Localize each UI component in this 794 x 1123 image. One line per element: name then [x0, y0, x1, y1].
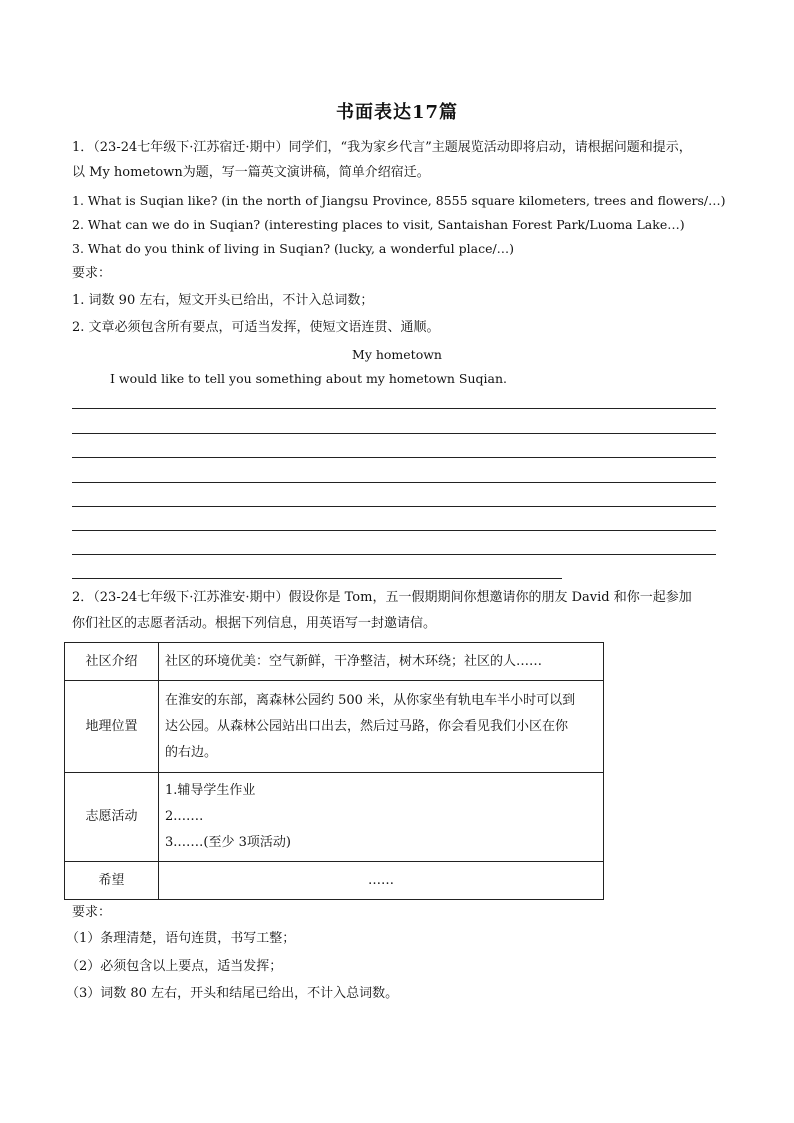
answer-line	[72, 408, 716, 409]
answer-line	[72, 530, 716, 531]
table-value-line: 的右边。	[165, 744, 218, 760]
info-table	[64, 642, 604, 900]
q2-intro-line2: 你们社区的志愿者活动。根据下列信息，用英语写一封邀请信。	[72, 616, 437, 631]
table-value	[159, 773, 604, 862]
answer-line	[72, 554, 716, 555]
q1-question-3: 3. What do you think of living in Suqian? (lucky, a wonderful place/…)	[72, 241, 515, 256]
table-row	[65, 681, 604, 773]
answer-line	[72, 506, 716, 507]
table-row	[65, 773, 604, 862]
q2-requirement-2: （2）必须包含以上要点，适当发挥；	[66, 959, 283, 974]
q2-requirement-3: （3）词数 80 左右，开头和结尾已给出，不计入总词数。	[66, 986, 399, 1001]
table-value-line: 3.……(至少 3项活动)	[165, 835, 291, 850]
table-key: 社区介绍	[65, 643, 159, 681]
table-row	[65, 862, 604, 900]
table-key: 地理位置	[65, 681, 159, 773]
table-value	[159, 681, 604, 773]
table-value	[159, 643, 604, 681]
q1-intro-line2: 以 My hometown为题，写一篇英文演讲稿，简单介绍宿迁。	[72, 165, 430, 180]
table-value-line: 社区的环境优美：空气新鲜，干净整洁，树木环绕；社区的人……	[165, 653, 543, 669]
table-value-line: ……	[368, 872, 394, 888]
q2-intro-line1: 2．（23-24七年级下·江苏淮安·期中）假设你是 Tom，五一假期期间你想邀请你的朋友 David 和你一起参加	[72, 590, 692, 605]
answer-line	[72, 457, 716, 458]
page-title: 书面表达17篇	[335, 102, 459, 123]
table-value-line: 1.辅导学生作业	[165, 783, 256, 798]
table-key: 志愿活动	[65, 773, 159, 862]
q1-question-1: 1. What is Suqian like? (in the north of Jiangsu Province, 8555 square kilometers, trees and flowers/…)	[72, 193, 726, 208]
q1-requirement-2: 2. 文章必须包含所有要点，可适当发挥，使短文语连贯、通顺。	[72, 320, 440, 335]
essay-title: My hometown	[352, 347, 442, 362]
answer-line	[72, 578, 562, 579]
q1-intro-line1: 1．（23-24七年级下·江苏宿迁·期中）同学们，“我为家乡代言”主题展览活动即将启动，请根据问题和提示，	[72, 140, 692, 155]
q2-requirements-label: 要求：	[72, 905, 112, 920]
table-key: 希望	[65, 862, 159, 900]
table-value	[159, 862, 604, 900]
q1-question-2: 2. What can we do in Suqian? (interesting places to visit, Santaishan Forest Park/Luoma Lake…)	[72, 217, 685, 232]
q2-requirement-1: （1）条理清楚，语句连贯，书写工整；	[66, 931, 296, 946]
answer-line	[72, 433, 716, 434]
table-row	[65, 643, 604, 681]
table-value-line: 达公园。从森林公园站出口出去，然后过马路，你会看见我们小区在你	[165, 718, 569, 734]
q1-requirements-label: 要求：	[72, 266, 112, 281]
essay-opening: I would like to tell you something about my hometown Suqian.	[110, 371, 508, 386]
table-value-line: 在淮安的东部，离森林公园约 500 米，从你家坐有轨电车半小时可以到	[165, 692, 576, 708]
table-value-line: 2.……	[165, 809, 204, 824]
q1-requirement-1: 1. 词数 90 左右，短文开头已给出，不计入总词数；	[72, 293, 374, 308]
answer-line	[72, 482, 716, 483]
